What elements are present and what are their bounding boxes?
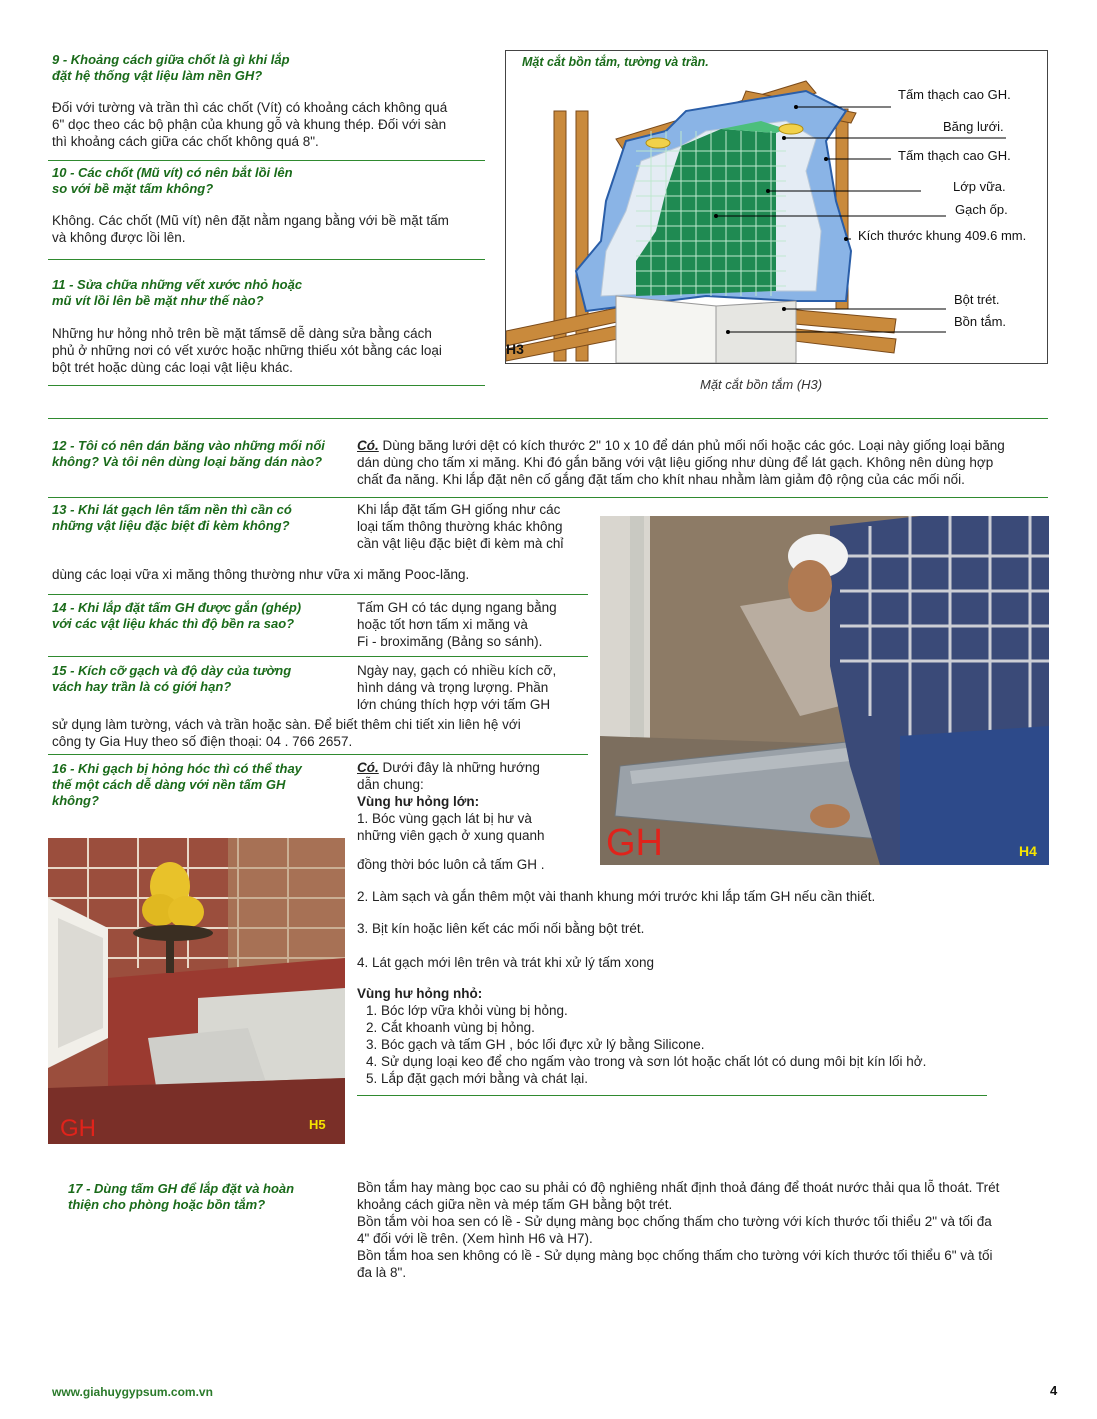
divider [48,418,1048,419]
large-damage-step-1-end: đồng thời bóc luôn cả tấm GH . [357,857,545,872]
divider [48,259,485,260]
q11-answer: Những hư hỏng nhỏ trên bề mặt tấmsẽ dễ dàng sửa bằng cách phủ ở những nơi có vết xước hoặc những thiếu xót bằng các loại bột trét hoặc dùng các loại vật liệu khác. [52,326,442,375]
q14-question: 14 - Khi lắp đặt tấm GH được gắn (ghép) với các vật liệu khác thì độ bền ra sao? [52,600,302,631]
figure-h4-photo [600,516,1049,865]
label-mortar-layer: Lớp vữa. [953,179,1006,194]
divider [48,385,485,386]
figure-h5-tag: H5 [309,1117,326,1132]
large-damage-title: Vùng hư hỏng lớn: [357,794,480,809]
small-damage-section: Vùng hư hỏng nhỏ: 1. Bóc lớp vữa khỏi vùng bị hỏng. 2. Cắt khoanh vùng bị hỏng. 3. Bóc gạch và tấm GH , bóc lối đực xử lý bằng Silicone. 4. Sử dụng loại keo để cho ngấm vào trong và sơn lót hoặc chất lót có dung môi bịt kín lối hở. 5. Lắp đặt gạch mới bằng và chát lại. [357,986,927,1086]
small-damage-title: Vùng hư hỏng nhỏ: [357,986,483,1001]
figure-h3 [505,50,1048,364]
figure-h5-photo [48,838,345,1144]
q14-answer: Tấm GH có tác dụng ngang bằng hoặc tốt hơn tấm xi măng và Fi - broximăng (Bảng so sánh). [357,600,557,649]
q13-answer-continued: dùng các loại vữa xi măng thông thường như vữa xi măng Pooc-lăng. [52,567,470,582]
q10-answer: Không. Các chốt (Mũ vít) nên đặt nằm ngang bằng với bề mặt tấm và không được lồi lên. [52,213,449,245]
q15-question: 15 - Kích cỡ gạch và độ dày của tường vách hay trần là có giới hạn? [52,663,292,694]
q15-answer: Ngày nay, gạch có nhiều kích cỡ, hình dáng và trọng lượng. Phần lớn chúng thích hợp với tấm GH [357,663,557,712]
label-mesh-tape: Băng lưới. [943,119,1004,134]
figure-h3-title: Mặt cắt bồn tắm, tường và trần. [522,55,709,69]
divider [48,160,485,161]
figure-h4-tag: H4 [1019,843,1037,859]
q12-question: 12 - Tôi có nên dán băng vào những mối nối không? Và tôi nên dùng loại băng dán nào? [52,438,325,469]
q16-answer-intro: Có. Dưới đây là những hướng dẫn chung: Vùng hư hỏng lớn: 1. Bóc vùng gạch lát bị hư và những viên gạch ở xung quanh [357,759,587,844]
page-number: 4 [1050,1383,1058,1398]
q17-answer: Bồn tắm hay màng bọc cao su phải có độ nghiêng nhất định thoả đáng để thoát nước thải qua lỗ thoát. Trét khoảng cách giữa nền và mép tấm GH bằng bột trét. Bồn tắm vòi hoa sen có lề - Sử dụng màng bọc chống thấm cho tường với kích thước tối thiểu 2" và tối đa 4" đối với lề trên. (Xem hình H6 và H7). Bồn tắm hoa sen không có lề - Sử dụng màng bọc chống thấm cho tường với kích thước tối thiểu 6" và tối đa là 8". [357,1180,1000,1280]
footer-website[interactable]: www.giahuygypsum.com.vn [52,1385,213,1399]
large-damage-step-2: 2. Làm sạch và gắn thêm một vài thanh khung mới trước khi lắp tấm GH nếu cần thiết. [357,889,876,904]
q10-question: 10 - Các chốt (Mũ vít) có nên bắt lồi lên so với bề mặt tấm không? [52,165,293,196]
worker-photo-illustration [600,516,1049,865]
divider [48,594,588,595]
label-frame-size: Kích thước khung 409.6 mm. [858,228,1027,243]
bathtub-photo-illustration [48,838,345,1144]
figure-h3-caption: Mặt cắt bồn tắm (H3) [700,377,823,392]
label-bathtub: Bồn tắm. [954,314,1007,329]
q12-answer: Có. Dùng băng lưới dệt có kích thước 2" 10 x 10 để dán phủ mối nối hoặc các góc. Loại này giống loại băng dán dùng cho tấm xi măng. Khi đó gắn băng với vật liệu giống như dùng để lát gạch. Không nên dùng hợp chất đa năng. Khi lắp đặt nên cố gắng đặt tấm cho khít nhau nhằm làm giảm độ rộng của các mối nối. [357,438,1005,487]
label-plaster: Bột trét. [954,292,1000,307]
large-damage-step-3: 3. Bịt kín hoặc liên kết các mối nối bằng bột trét. [357,921,645,936]
q9-answer: Đối với tường và trần thì các chốt (Vít) có khoảng cách không quá 6" dọc theo các bộ phận của khung gỗ và khung thép. Đối với sàn thì khoảng cách giữa các chốt không quá 8". [52,100,448,149]
label-gypsum-board-2: Tấm thạch cao GH. [898,148,1011,163]
q9-question: 9 - Khoảng cách giữa chốt là gì khi lắp đặt hệ thống vật liệu làm nền GH? [52,52,290,83]
divider [357,1095,987,1096]
q17-question: 17 - Dùng tấm GH để lắp đặt và hoàn thiện cho phòng hoặc bồn tắm? [68,1181,295,1212]
figure-h3-tag: H3 [506,341,524,357]
divider [48,656,588,657]
q13-question: 13 - Khi lát gạch lên tấm nền thì cần có những vật liệu đặc biệt đi kèm không? [52,502,292,533]
label-tiles: Gạch ốp. [955,202,1008,217]
label-gypsum-board-1: Tấm thạch cao GH. [898,87,1011,102]
large-damage-step-4: 4. Lát gạch mới lên trên và trát khi xử lý tấm xong [357,955,655,970]
q16-question: 16 - Khi gạch bị hỏng hóc thì có thể thay thế một cách dễ dàng với nền tấm GH không? [52,761,302,808]
divider [48,754,588,755]
figure-h5-brand: GH [60,1115,96,1142]
divider [48,497,1048,498]
q13-answer: Khi lắp đặt tấm GH giống như các loại tấm thông thường khác không cần vật liệu đặc biệt đi kèm mà chỉ [357,502,564,551]
figure-h4-brand: GH [606,822,663,864]
q15-answer-continued: sử dụng làm tường, vách và trần hoặc sàn. Để biết thêm chi tiết xin liên hệ với công ty Gia Huy theo số điện thoại: 04 . 766 2657. [52,717,521,749]
q11-question: 11 - Sửa chữa những vết xước nhỏ hoặc mũ vít lồi lên bề mặt như thế nào? [52,277,303,308]
